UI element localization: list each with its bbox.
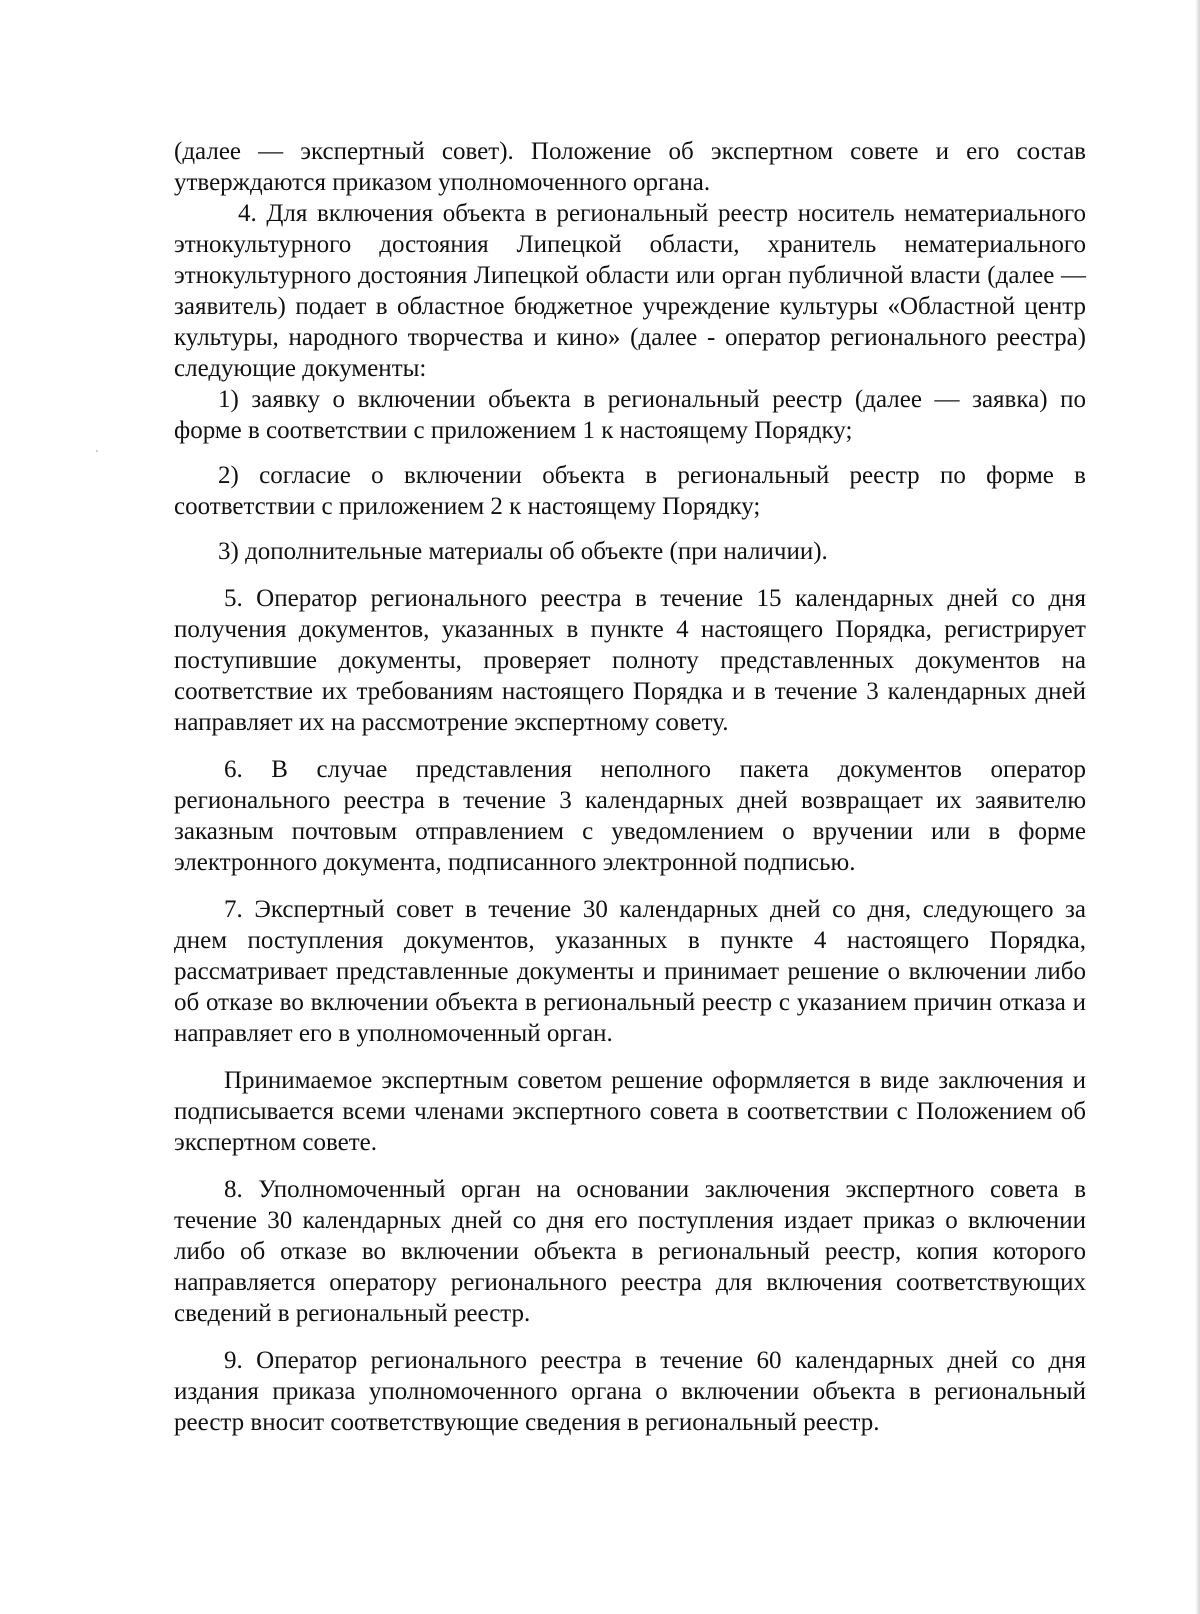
paragraph-item-9: 9. Оператор регионального реестра в течение 60 календарных дней со дня издания приказа уполномоченного органа о включении объекта в региональный реестр вносит соответствующие сведения в региональный реестр. [174,1347,1086,1436]
scan-artifact [96,450,98,452]
paragraph-item-8: 8. Уполномоченный орган на основании заключения экспертного совета в течение 30 календарных дней со дня его поступления издает приказ о включении либо об отказе во включении объекта в региональный реестр, копия которого направляется оператору регионального реестра для включения соответствующих сведений в региональный реестр. [174,1176,1086,1327]
document-body [174,136,1086,1438]
paragraph-decision: Принимаемое экспертным советом решение оформляется в виде заключения и подписывается всеми членами экспертного совета в соответствии с Положением об экспертном совете. [174,1067,1086,1156]
paragraph-item-4: 4. Для включения объекта в региональный реестр носитель нематериального этнокультурного достояния Липецкой области, хранитель нематериального этнокультурного достояния Липецкой области или орган публичной власти (далее — заявитель) подает в областное бюджетное учреждение культуры «Областной центр культуры, народного творчества и кино» (далее - оператор регионального реестра) следующие документы: [174,200,1086,382]
list-item-3: 3) дополнительные материалы об объекте (при наличии). [218,538,828,565]
paragraph-expert-council: (далее — экспертный совет). Положение об экспертном совете и его состав утверждаются приказом уполномоченного органа. [174,138,1086,196]
paragraph-item-6: 6. В случае представления неполного пакета документов оператор регионального реестра в течение 3 календарных дней возвращает их заявителю заказным почтовым отправлением с уведомлением о вручении или в форме электронного документа, подписанного электронной подписью. [174,756,1086,876]
list-item-1: 1) заявку о включении объекта в региональный реестр (далее — заявка) по форме в соответствии с приложением 1 к настоящему Порядку; [174,386,1086,444]
paragraph-item-7: 7. Экспертный совет в течение 30 календарных дней со дня, следующего за днем поступления документов, указанных в пункте 4 настоящего Порядка, рассматривает представленные документы и принимает решение о включении либо об отказе во включении объекта в региональный реестр с указанием причин отказа и направляет его в уполномоченный орган. [174,896,1086,1047]
paragraph-item-5: 5. Оператор регионального реестра в течение 15 календарных дней со дня получения документов, указанных в пункте 4 настоящего Порядка, регистрирует поступившие документы, проверяет полноту представленных документов на соответствие их требованиям настоящего Порядка и в течение 3 календарных дней направляет их на рассмотрение экспертному совету. [174,585,1086,736]
list-item-2: 2) согласие о включении объекта в региональный реестр по форме в соответствии с приложением 2 к настоящему Порядку; [174,462,1086,520]
scan-edge [1195,0,1200,1614]
